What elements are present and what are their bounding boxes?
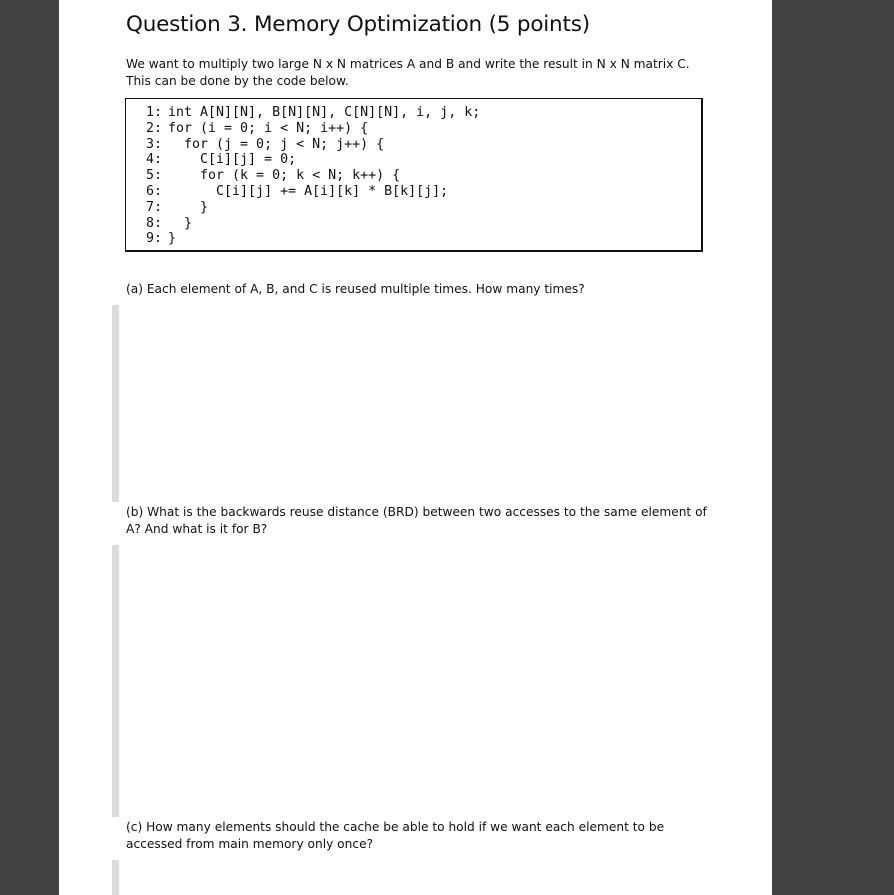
code-line <box>146 105 480 121</box>
code-line <box>146 216 480 232</box>
code-line <box>146 137 480 153</box>
code-line <box>146 121 480 137</box>
line-number: 2: <box>146 120 163 136</box>
line-number: 4: <box>146 152 163 168</box>
code-line <box>146 231 480 247</box>
code-text: int A[N][N], B[N][N], C[N][N], i, j, k; <box>168 105 481 120</box>
line-number: 6: <box>146 183 163 199</box>
question-title: Question 3. Memory Optimization (5 points) <box>126 12 590 37</box>
code-text: for (i = 0; i < N; i++) { <box>168 120 369 136</box>
code-line <box>146 200 480 216</box>
code-text: } <box>168 231 177 247</box>
question-b: (b) What is the backwards reuse distance (BRD) between two accesses to the same element of A? And what is it for B? <box>126 505 707 536</box>
code-text: C[i][j] += A[i][k] * B[k][j]; <box>168 183 449 199</box>
line-number: 9: <box>146 231 163 247</box>
code-line <box>146 168 480 184</box>
line-number: 5: <box>146 168 163 184</box>
code-text: for (k = 0; k < N; k++) { <box>168 168 401 184</box>
code-listing <box>125 98 703 252</box>
line-number: 7: <box>146 199 163 215</box>
code-text: } <box>168 199 209 215</box>
question-c: (c) How many elements should the cache be able to hold if we want each element to be accessed from main memory only once? <box>126 820 665 851</box>
document-page <box>59 0 772 895</box>
question-a: (a) Each element of A, B, and C is reused multiple times. How many times? <box>126 282 585 296</box>
code-text: C[i][j] = 0; <box>168 152 297 168</box>
code-text: } <box>168 215 193 231</box>
line-number: 8: <box>146 215 163 231</box>
answer-area-b[interactable] <box>112 545 119 817</box>
code-line <box>146 184 480 200</box>
intro-paragraph: We want to multiply two large N x N matrices A and B and write the result in N x N matrix C. This can be done by the code below. <box>126 57 690 88</box>
line-number: 3: <box>146 136 163 152</box>
code-text: for (j = 0; j < N; j++) { <box>168 136 385 152</box>
code-block <box>146 105 480 247</box>
answer-area-c[interactable] <box>112 860 119 895</box>
answer-area-a[interactable] <box>112 305 119 502</box>
line-number: 1: <box>146 105 163 120</box>
code-line <box>146 152 480 168</box>
